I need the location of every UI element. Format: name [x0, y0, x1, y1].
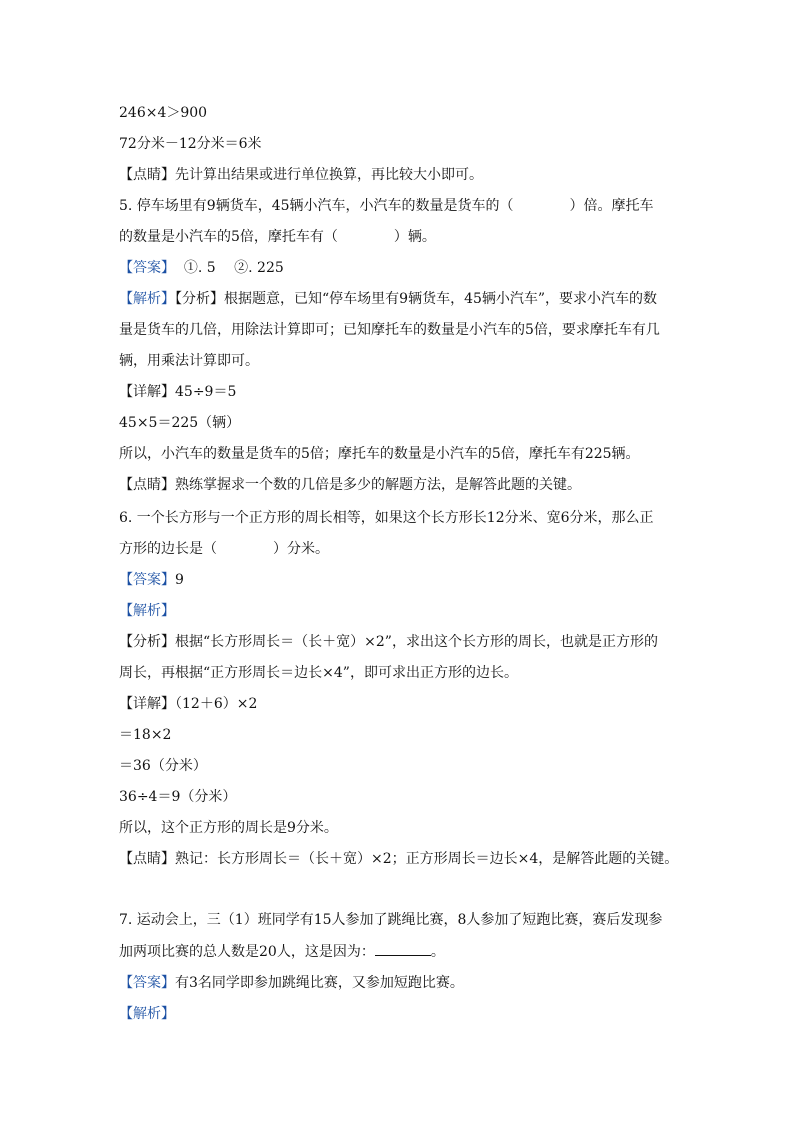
- label-tag: 【点睛】: [119, 477, 175, 493]
- detail-line: [119, 694, 257, 714]
- detail-text: 45÷9＝5: [175, 384, 237, 400]
- answer-tag: 【答案】: [119, 572, 175, 588]
- analysis-text: 根据“长方形周长＝（长＋宽）×2”，求出这个长方形的周长，也就是正方形的: [175, 634, 658, 650]
- analysis-text: 周长，再根据“正方形周长＝边长×4”，即可求出正方形的边长。: [119, 665, 518, 681]
- calc-line: 72分米－12分米＝6米: [119, 136, 262, 152]
- analysis-text: 量是货车的几倍，用除法计算即可；已知摩托车的数量是小汽车的5倍，要求摩托车有几: [119, 322, 660, 338]
- answer-line: [119, 258, 284, 278]
- calc-line: 246×4＞900: [119, 105, 208, 121]
- detail-line: [119, 787, 236, 807]
- label-text: 先计算出结果或进行单位换算，再比较大小即可。: [175, 167, 483, 183]
- answer-blank: [375, 941, 431, 956]
- analysis-text: 根据题意，已知“停车场里有9辆货车，45辆小汽车”，要求小汽车的数: [224, 291, 658, 307]
- fenxi-line: [119, 632, 658, 652]
- detail-line: [119, 818, 338, 838]
- dianjing-line: [119, 849, 678, 869]
- detail-text: 所以，这个正方形的周长是9分米。: [119, 820, 338, 836]
- question-5-line1: [119, 196, 654, 216]
- question-6-line2: [119, 539, 329, 559]
- analysis-line: [119, 320, 660, 340]
- question-text: 加两项比赛的总人数是20人，这是因为：: [119, 944, 375, 960]
- detail-tag: 【详解】: [119, 384, 175, 400]
- analysis-tag: 【解析】: [119, 1006, 175, 1022]
- detail-line: [119, 444, 640, 464]
- detail-tag: 【详解】: [119, 696, 175, 712]
- fenxi-line: [119, 663, 518, 683]
- analysis-line: [119, 289, 657, 309]
- detail-line: [119, 756, 207, 776]
- detail-text: 36÷4＝9（分米）: [119, 789, 237, 805]
- question-7-line1: [119, 910, 662, 930]
- answer-text: 9: [175, 572, 184, 588]
- analysis-text: 辆，用乘法计算即可。: [119, 353, 259, 369]
- detail-text: ＝18×2: [119, 727, 172, 743]
- analysis-tag: 【解析】: [119, 603, 175, 619]
- label-tag: 【点睛】: [119, 167, 175, 183]
- label-text: 熟记：长方形周长＝（长＋宽）×2；正方形周长＝边长×4，是解答此题的关键。: [175, 851, 679, 867]
- text-line: [119, 134, 262, 154]
- detail-text: ＝36（分米）: [119, 758, 207, 774]
- detail-line: [119, 413, 240, 433]
- detail-text: （12＋6）×2: [175, 696, 258, 712]
- analysis-line: [119, 601, 175, 621]
- text-line: [119, 103, 207, 123]
- answer-text: 有3名同学即参加跳绳比赛，又参加短跑比赛。: [175, 975, 464, 991]
- detail-line: [119, 382, 236, 402]
- analysis-line: [119, 1004, 175, 1024]
- dianjing-line: [119, 475, 581, 495]
- question-5-line2: [119, 227, 436, 247]
- label-tag: 【点睛】: [119, 851, 175, 867]
- label-text: 熟练掌握求一个数的几倍是多少的解题方法，是解答此题的关键。: [175, 477, 581, 493]
- fenxi-tag: 【分析】: [175, 291, 224, 307]
- analysis-line: [119, 351, 259, 371]
- question-text: 6. 一个长方形与一个正方形的周长相等，如果这个长方形长12分米、宽6分米，那么正: [119, 510, 654, 526]
- question-text: 5. 停车场里有9辆货车，45辆小汽车，小汽车的数量是货车的（ ）倍。摩托车: [119, 198, 654, 214]
- question-text: 。: [430, 944, 445, 960]
- answer-text: ①. 5 ②. 225: [175, 260, 284, 276]
- detail-text: 所以，小汽车的数量是货车的5倍；摩托车的数量是小汽车的5倍，摩托车有225辆。: [119, 446, 640, 462]
- question-text: 方形的边长是（ ）分米。: [119, 541, 329, 557]
- answer-line: [119, 973, 464, 993]
- answer-tag: 【答案】: [119, 975, 175, 991]
- answer-line: [119, 570, 184, 590]
- analysis-tag: 【解析】: [119, 291, 175, 307]
- dianjing-line: [119, 165, 483, 185]
- answer-tag: 【答案】: [119, 260, 175, 276]
- detail-line: [119, 725, 171, 745]
- question-7-line2: [119, 941, 445, 962]
- fenxi-tag: 【分析】: [119, 634, 175, 650]
- question-6-line1: [119, 508, 654, 528]
- detail-text: 45×5＝225（辆）: [119, 415, 241, 431]
- question-text: 7. 运动会上，三（1）班同学有15人参加了跳绳比赛，8人参加了短跑比赛，赛后发现参: [119, 912, 663, 928]
- question-text: 的数量是小汽车的5倍，摩托车有（ ）辆。: [119, 229, 436, 245]
